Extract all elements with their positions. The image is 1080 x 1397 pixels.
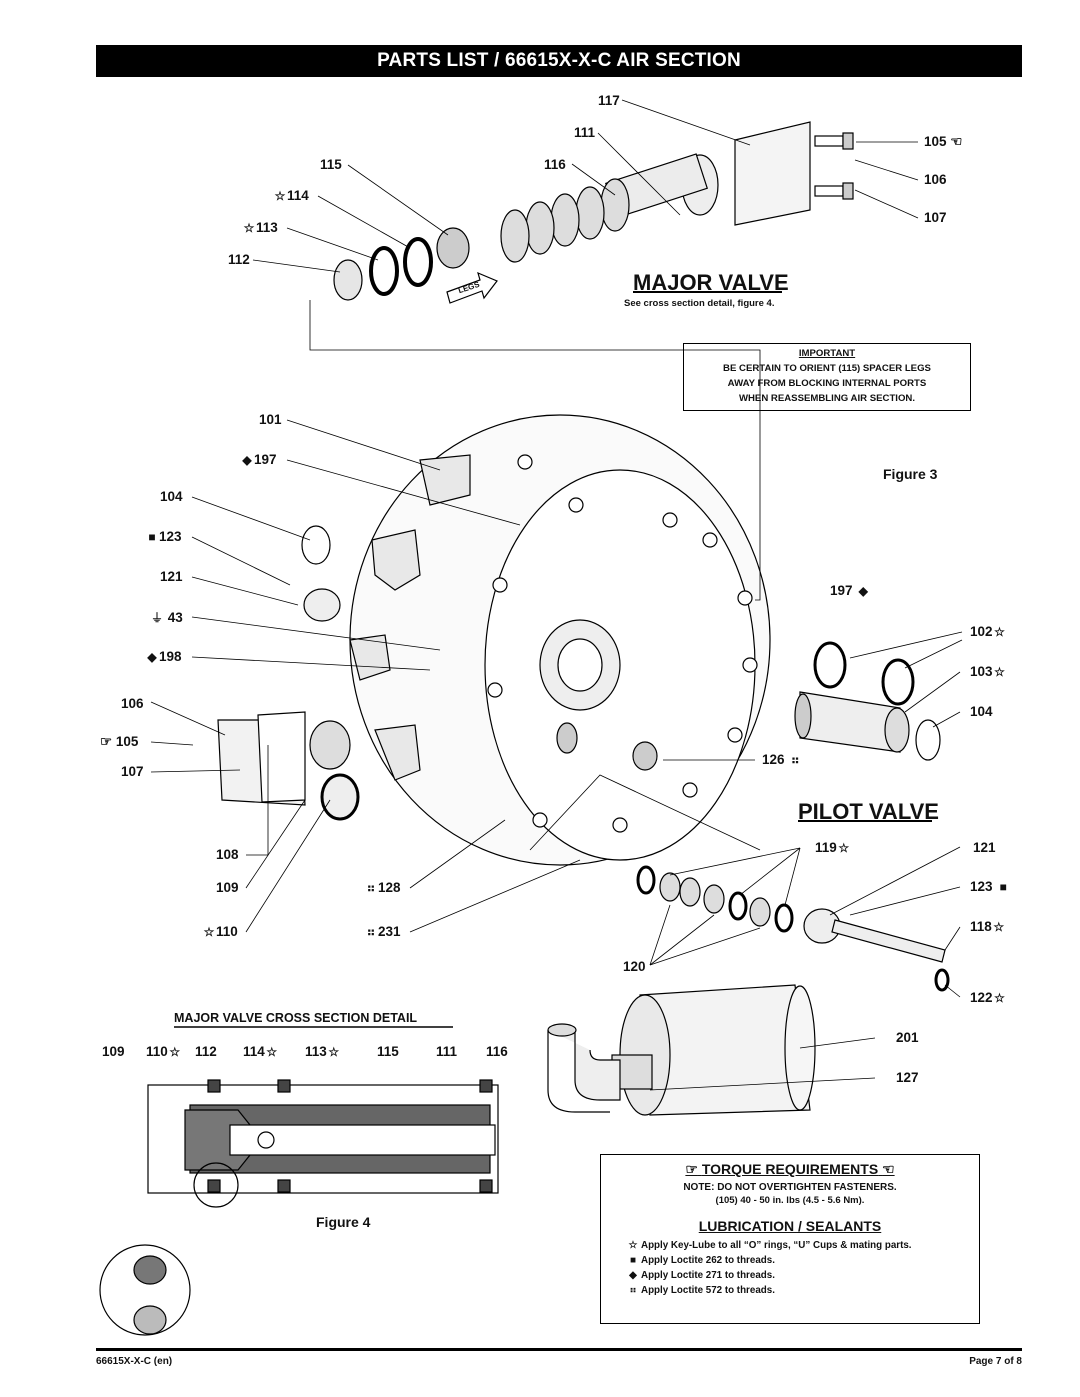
legend-text: Apply Loctite 271 to threads. [641, 1270, 775, 1281]
label-128-text: 128 [378, 880, 401, 895]
label-118-text: 118 [970, 919, 992, 934]
label-114-text: 114 [287, 188, 309, 203]
torque-lubrication-box [600, 1154, 980, 1324]
label-197b [830, 583, 870, 598]
label-110 [202, 924, 238, 939]
cs-label-110-text: 110 [146, 1044, 168, 1059]
square-icon: ■ [148, 530, 156, 544]
footer-doc-id: 66615X-X-C (en) [96, 1356, 173, 1367]
page-title: PARTS LIST / 66615X-X-C AIR SECTION [96, 45, 1022, 77]
star-icon: ☆ [994, 665, 1005, 679]
label-115: 115 [320, 157, 342, 172]
important-line-2: AWAY FROM BLOCKING INTERNAL PORTS [727, 378, 927, 389]
torque-heading [601, 1161, 979, 1178]
label-106: 106 [924, 172, 947, 187]
label-118 [970, 919, 1006, 934]
figure-3-label: Figure 3 [883, 466, 938, 482]
pointing-hand-icon: ☜ [882, 1161, 895, 1177]
legend-row [625, 1238, 979, 1253]
pointing-hand-icon: ☞ [685, 1161, 698, 1177]
seal-112 [334, 260, 362, 300]
o-ring-114 [405, 239, 431, 285]
label-123b-text: 123 [970, 879, 993, 894]
label-201: 201 [896, 1030, 919, 1045]
pointing-hand-icon: ☞ [100, 734, 113, 749]
star-icon: ☆ [203, 925, 215, 939]
cs-label-115: 115 [377, 1044, 399, 1059]
star-icon: ☆ [169, 1045, 181, 1059]
star-icon: ☆ [994, 625, 1005, 639]
label-197a [240, 452, 277, 467]
legend-text: Apply Loctite 572 to threads. [641, 1285, 775, 1296]
label-110-text: 110 [216, 924, 238, 939]
label-43-text: 43 [167, 610, 183, 625]
cs-label-114-text: 114 [243, 1044, 265, 1059]
figure-4-label: Figure 4 [316, 1214, 371, 1230]
label-123a [145, 529, 182, 544]
label-105-text: 105 [924, 134, 947, 149]
label-107: 107 [924, 210, 947, 225]
label-106b: 106 [121, 696, 144, 711]
footer-page-number: Page 7 of 8 [969, 1356, 1022, 1367]
elbow-127 [548, 1030, 620, 1100]
fitting-121 [304, 589, 340, 621]
dots-icon: ⠶ [790, 753, 800, 767]
cap-108 [310, 721, 350, 769]
label-104a: 104 [160, 489, 183, 504]
footer-rule [96, 1348, 1022, 1351]
star-icon: ☆ [266, 1045, 278, 1059]
label-107b: 107 [121, 764, 144, 779]
legend-row [625, 1268, 979, 1283]
important-line-3: WHEN REASSEMBLING AIR SECTION. [738, 393, 916, 404]
star-icon: ☆ [243, 221, 255, 235]
label-231 [364, 924, 401, 939]
legend-text: Apply Loctite 262 to threads. [641, 1255, 775, 1266]
spacer-115 [437, 228, 469, 268]
star-icon: ☆ [274, 189, 286, 203]
label-102 [970, 624, 1007, 639]
diamond-icon: ◆ [858, 584, 868, 598]
legend-row [625, 1283, 979, 1298]
label-113 [242, 220, 278, 235]
label-197b-text: 197 [830, 583, 853, 598]
label-128 [364, 880, 401, 895]
cs-label-113 [305, 1044, 341, 1059]
label-126 [762, 752, 802, 767]
label-105b [100, 734, 138, 750]
label-117: 117 [598, 93, 620, 108]
label-109: 109 [216, 880, 239, 895]
label-127: 127 [896, 1070, 919, 1085]
label-104b: 104 [970, 704, 993, 719]
label-198-text: 198 [159, 649, 182, 664]
cs-label-110 [146, 1044, 182, 1059]
retaining-ring-104 [302, 526, 330, 564]
label-121a: 121 [160, 569, 183, 584]
label-123a-text: 123 [159, 529, 182, 544]
important-line-1: BE CERTAIN TO ORIENT (115) SPACER LEGS [723, 363, 931, 374]
label-101: 101 [259, 412, 282, 427]
major-valve-title: MAJOR VALVE [633, 270, 789, 295]
label-102-text: 102 [970, 624, 993, 639]
o-ring-113 [371, 248, 397, 294]
label-113-text: 113 [256, 220, 278, 235]
label-103-text: 103 [970, 664, 993, 679]
major-valve-note: See cross section detail, figure 4. [624, 298, 775, 309]
label-108: 108 [216, 847, 239, 862]
lubrication-heading: LUBRICATION / SEALANTS [698, 1218, 882, 1234]
bolt-105-upper [815, 133, 853, 149]
label-114 [273, 188, 309, 203]
torque-heading-text: TORQUE REQUIREMENTS [701, 1161, 879, 1177]
important-heading: IMPORTANT [798, 348, 856, 359]
star-icon: ☆ [628, 1240, 638, 1251]
label-111: 111 [574, 125, 596, 140]
ground-icon: ⏚ [150, 611, 163, 625]
legs-label: LEGS [457, 279, 481, 296]
label-197a-text: 197 [254, 452, 277, 467]
label-198 [145, 649, 182, 664]
cs-label-116: 116 [486, 1044, 508, 1059]
pilot-valve-title: PILOT VALVE [798, 799, 939, 824]
cs-label-113-text: 113 [305, 1044, 327, 1059]
label-116: 116 [544, 157, 566, 172]
label-120: 120 [623, 959, 646, 974]
dots-icon: ⠶ [629, 1285, 637, 1296]
label-112: 112 [228, 252, 250, 267]
cross-section-title: MAJOR VALVE CROSS SECTION DETAIL [174, 1011, 418, 1025]
torque-spec: (105) 40 - 50 in. lbs (4.5 - 5.6 Nm). [715, 1195, 865, 1206]
star-icon: ☆ [993, 920, 1005, 934]
cs-label-109: 109 [102, 1044, 125, 1059]
pilot-sleeve [800, 692, 900, 752]
legend-text: Apply Key-Lube to all “O” rings, “U” Cups & mating parts. [641, 1240, 912, 1251]
torque-note: NOTE: DO NOT OVERTIGHTEN FASTENERS. [683, 1182, 897, 1193]
legend-row [625, 1253, 979, 1268]
star-icon: ☆ [994, 991, 1005, 1005]
seal-109 [322, 775, 358, 819]
bolt-105-lower [815, 183, 853, 199]
label-103 [970, 664, 1007, 679]
dots-icon: ⠶ [366, 881, 376, 895]
label-126-text: 126 [762, 752, 785, 767]
label-122 [970, 990, 1007, 1005]
cs-label-111: 111 [436, 1044, 458, 1059]
diamond-icon: ◆ [629, 1270, 637, 1281]
star-icon: ☆ [838, 841, 850, 855]
diamond-icon: ◆ [147, 650, 157, 664]
label-119 [815, 840, 851, 855]
label-43 [150, 609, 183, 626]
label-119-text: 119 [815, 840, 837, 855]
manifold-plate-upper [735, 122, 810, 225]
cs-label-114 [243, 1044, 279, 1059]
label-121b: 121 [973, 840, 996, 855]
star-icon: ☆ [328, 1045, 340, 1059]
label-231-text: 231 [378, 924, 401, 939]
pointing-hand-icon: ☜ [950, 134, 963, 149]
label-122-text: 122 [970, 990, 993, 1005]
square-icon: ■ [629, 1255, 637, 1266]
o-ring-102 [815, 643, 845, 687]
label-105b-text: 105 [115, 734, 139, 749]
diamond-icon: ◆ [242, 453, 252, 467]
cs-label-112: 112 [195, 1044, 217, 1059]
square-icon: ■ [999, 880, 1007, 894]
dots-icon: ⠶ [366, 925, 376, 939]
label-105 [924, 134, 962, 150]
retaining-ring-104b [916, 720, 940, 760]
spool-116 [601, 179, 629, 231]
label-123b [970, 879, 1010, 894]
important-box [683, 343, 971, 411]
